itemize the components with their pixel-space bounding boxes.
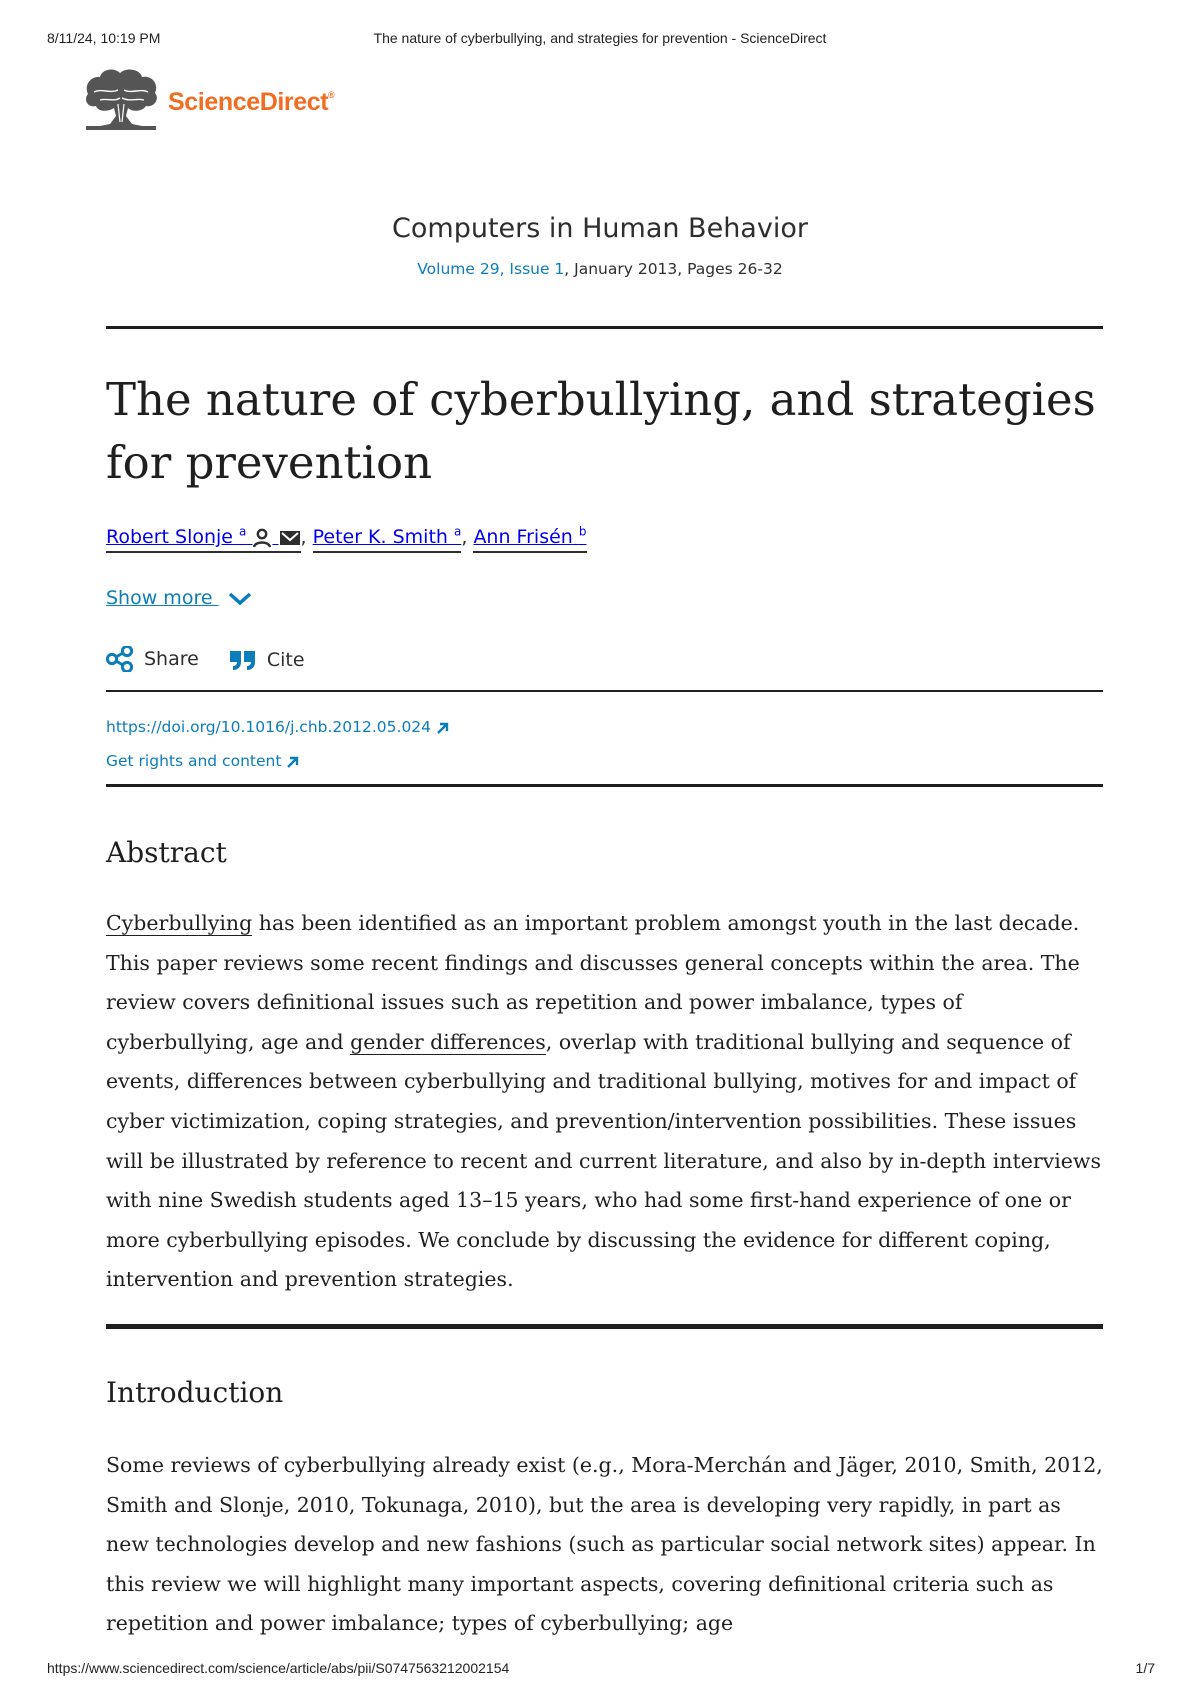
- author-name: Peter K. Smith: [312, 526, 448, 549]
- show-more-button[interactable]: [106, 587, 253, 609]
- share-label: Share: [144, 648, 199, 670]
- doi-block: [106, 710, 450, 778]
- person-icon: [252, 528, 272, 548]
- external-link-icon: [436, 721, 450, 735]
- cyberbullying-link[interactable]: Cyberbullying: [106, 911, 253, 935]
- print-footer: [0, 1660, 1200, 1680]
- share-icon: [106, 646, 134, 672]
- external-link-icon: [286, 755, 300, 769]
- abstract-text-part: has been identified as an important problem amongst youth in the last decade. This paper reviews some recent findings and discusses general concepts within the area. The review covers definitional issues such as repetition and power imbalance, types of cyberbullying, age and: [106, 911, 1080, 1054]
- author-name: Robert Slonje: [106, 526, 233, 549]
- sciencedirect-logo[interactable]: [80, 64, 360, 134]
- share-button[interactable]: [106, 646, 199, 672]
- print-url: https://www.sciencedirect.com/science/article/abs/pii/S0747563212002154: [47, 1660, 510, 1676]
- article-title: The nature of cyberbullying, and strategies for prevention: [106, 373, 1096, 489]
- abstract-text-part: , overlap with traditional bullying and sequence of events, differences between cyberbullying and traditional bullying, motives for and impact of cyber victimization, coping strategies, and prevention/intervention possibilities. These issues will be illustrated by reference to recent and current literature, and also by in-depth interviews with nine Swedish students aged 13–15 years, who had some first-hand experience of one or more cyberbullying episodes. We conclude by discussing the evidence for different coping, intervention and prevention strategies.: [106, 1029, 1101, 1292]
- cite-button[interactable]: [229, 648, 305, 672]
- abstract-text: [106, 904, 1106, 1300]
- journal-title[interactable]: Computers in Human Behavior: [392, 213, 808, 244]
- show-more-label: Show more: [106, 587, 213, 609]
- issue-date-pages: , January 2013, Pages 26-32: [564, 260, 783, 278]
- author-affiliation: a: [239, 525, 247, 539]
- author-link[interactable]: [313, 526, 462, 553]
- quote-icon: [229, 648, 257, 672]
- sciencedirect-wordmark: ScienceDirect®: [168, 88, 335, 116]
- doi-text: https://doi.org/10.1016/j.chb.2012.05.024: [106, 718, 432, 736]
- abstract-heading: Abstract: [106, 836, 227, 869]
- gender-differences-link[interactable]: gender differences: [350, 1029, 546, 1054]
- rights-text: Get rights and content: [106, 752, 282, 770]
- doi-link[interactable]: [106, 718, 450, 736]
- envelope-icon: [279, 529, 301, 547]
- author-list: [106, 525, 587, 548]
- author-affiliation: a: [453, 525, 462, 539]
- article-actions: [106, 646, 329, 677]
- author-separator: ,: [300, 526, 313, 549]
- author-link[interactable]: [106, 526, 301, 553]
- cite-label: Cite: [266, 649, 305, 671]
- print-page-title: The nature of cyberbullying, and strategies for prevention - ScienceDirect: [373, 30, 827, 46]
- divider: [106, 326, 1103, 329]
- author-name: Ann Frisén: [473, 526, 573, 549]
- introduction-text: Some reviews of cyberbullying already exist (e.g., Mora-Merchán and Jäger, 2010, Smith, 2012, Smith and Slonje, 2010, Tokunaga, 2010), but the area is developing very rapidly, in part as new technologies develop and new fashions (such as particular social network sites) appear. In this review we will highlight many important aspects, covering definitional criteria such as repetition and power imbalance; types of cyberbullying; age: [106, 1453, 1103, 1636]
- author-affiliation: b: [578, 525, 587, 539]
- author-link[interactable]: [473, 526, 586, 553]
- issue-info: [0, 260, 1200, 278]
- volume-issue-link[interactable]: Volume 29, Issue 1: [417, 260, 565, 278]
- print-header: [0, 30, 1200, 50]
- divider: [106, 690, 1103, 692]
- chevron-down-icon: [227, 591, 253, 607]
- author-separator: ,: [461, 526, 474, 549]
- divider: [106, 1324, 1103, 1329]
- divider: [106, 784, 1103, 787]
- print-timestamp: 8/11/24, 10:19 PM: [47, 30, 161, 46]
- rights-link[interactable]: [106, 752, 300, 770]
- print-page-counter: 1/7: [1135, 1660, 1155, 1676]
- introduction-heading: Introduction: [106, 1376, 284, 1409]
- elsevier-tree-icon: [80, 64, 162, 134]
